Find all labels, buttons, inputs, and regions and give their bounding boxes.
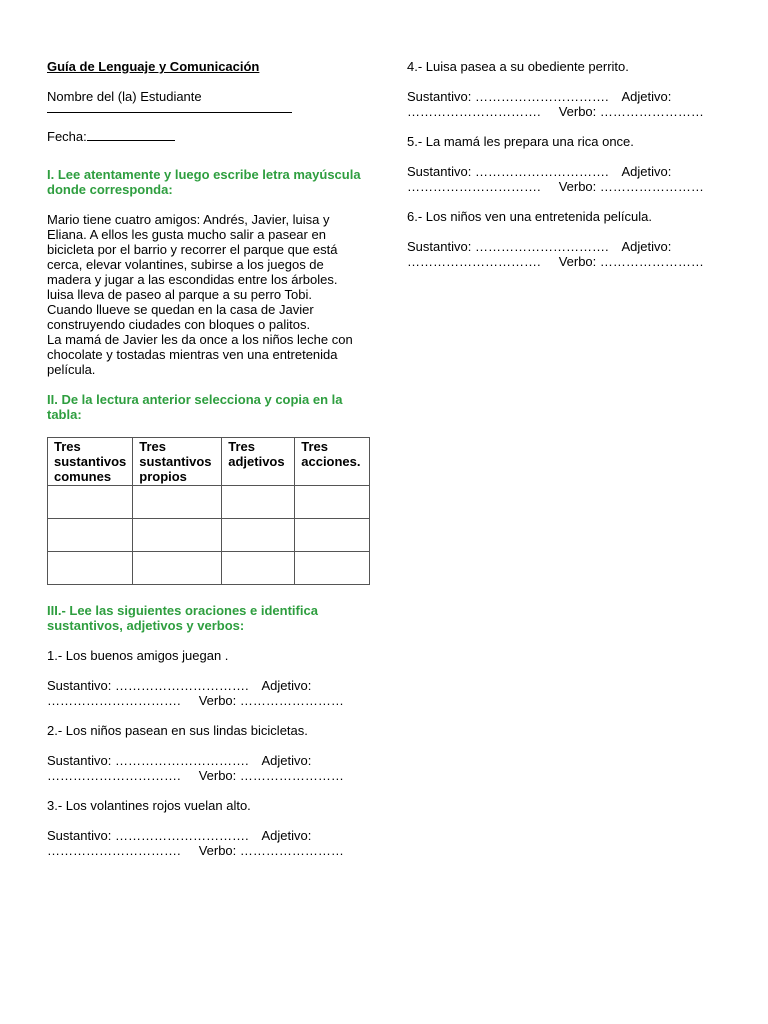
- date-blank[interactable]: [87, 128, 175, 141]
- table-cell[interactable]: [48, 552, 133, 585]
- sentence-4: 4.- Luisa pasea a su obediente perrito.: [407, 59, 629, 74]
- answer-block-3: [47, 828, 369, 858]
- noun-label: Sustantivo:: [47, 753, 112, 768]
- right-column: [407, 59, 717, 284]
- noun-label: Sustantivo:: [47, 678, 112, 693]
- table-cell[interactable]: [222, 552, 295, 585]
- verb-blank[interactable]: ……………………: [599, 104, 704, 119]
- verb-label: Verbo:: [558, 179, 597, 194]
- verb-blank[interactable]: ……………………: [239, 843, 344, 858]
- verb-label: Verbo:: [558, 254, 597, 269]
- student-name-label: Nombre del (la) Estudiante: [47, 89, 202, 104]
- adjective-label: Adjetivo:: [621, 164, 672, 179]
- table-cell[interactable]: [295, 552, 370, 585]
- col-proper-nouns: Tres sustantivos propios: [133, 438, 222, 486]
- table-cell[interactable]: [222, 519, 295, 552]
- verb-blank[interactable]: ……………………: [239, 768, 344, 783]
- adjective-label: Adjetivo:: [621, 239, 672, 254]
- reading-text: [47, 212, 369, 377]
- noun-label: Sustantivo:: [407, 239, 472, 254]
- table-row: [48, 519, 370, 552]
- section-2-heading: II. De la lectura anterior selecciona y copia en la tabla:: [47, 392, 343, 422]
- page-title: Guía de Lenguaje y Comunicación: [47, 59, 260, 74]
- reading-paragraph: Cuando llueve se quedan en la casa de Javier construyendo ciudades con bloques o palitos.: [47, 302, 314, 332]
- adjective-blank[interactable]: ………………………….: [407, 179, 545, 194]
- sentence-5: 5.- La mamá les prepara una rica once.: [407, 134, 634, 149]
- table-row: [48, 552, 370, 585]
- noun-blank[interactable]: ………………………….: [114, 678, 249, 693]
- answer-block-1: [47, 678, 369, 708]
- noun-blank[interactable]: ………………………….: [114, 753, 249, 768]
- reading-paragraph: luisa lleva de paseo al parque a su perro Tobi.: [47, 287, 312, 302]
- table-cell[interactable]: [133, 519, 222, 552]
- answer-block-2: [47, 753, 369, 783]
- noun-blank[interactable]: ………………………….: [474, 164, 609, 179]
- table-header-row: [48, 438, 370, 486]
- col-actions: Tres acciones.: [295, 438, 370, 486]
- table-cell[interactable]: [133, 486, 222, 519]
- table-cell[interactable]: [295, 519, 370, 552]
- noun-label: Sustantivo:: [407, 164, 472, 179]
- section-3-heading: III.- Lee las siguientes oraciones e identifica sustantivos, adjetivos y verbos:: [47, 603, 318, 633]
- table-cell[interactable]: [133, 552, 222, 585]
- sentence-3: 3.- Los volantines rojos vuelan alto.: [47, 798, 251, 813]
- adjective-label: Adjetivo:: [261, 678, 312, 693]
- answer-block-6: [407, 239, 717, 269]
- sentence-2: 2.- Los niños pasean en sus lindas bicicletas.: [47, 723, 308, 738]
- col-common-nouns: Tres sustantivos comunes: [48, 438, 133, 486]
- adjective-label: Adjetivo:: [261, 828, 312, 843]
- noun-blank[interactable]: ………………………….: [474, 89, 609, 104]
- table-cell[interactable]: [48, 519, 133, 552]
- student-name-blank[interactable]: [47, 104, 292, 113]
- verb-label: Verbo:: [558, 104, 597, 119]
- adjective-blank[interactable]: ………………………….: [47, 693, 185, 708]
- verb-blank[interactable]: ……………………: [239, 693, 344, 708]
- noun-label: Sustantivo:: [407, 89, 472, 104]
- noun-blank[interactable]: ………………………….: [114, 828, 249, 843]
- table-cell[interactable]: [48, 486, 133, 519]
- verb-label: Verbo:: [198, 768, 237, 783]
- date-label: Fecha:: [47, 129, 87, 144]
- noun-blank[interactable]: ………………………….: [474, 239, 609, 254]
- adjective-label: Adjetivo:: [261, 753, 312, 768]
- adjective-label: Adjetivo:: [621, 89, 672, 104]
- sentence-1: 1.- Los buenos amigos juegan .: [47, 648, 229, 663]
- table-row: [48, 486, 370, 519]
- answer-block-4: [407, 89, 717, 119]
- adjective-blank[interactable]: ………………………….: [47, 768, 185, 783]
- verb-label: Verbo:: [198, 693, 237, 708]
- noun-label: Sustantivo:: [47, 828, 112, 843]
- adjective-blank[interactable]: ………………………….: [47, 843, 185, 858]
- left-column: [47, 59, 369, 873]
- verb-label: Verbo:: [198, 843, 237, 858]
- date-row: [47, 128, 369, 144]
- table-cell[interactable]: [295, 486, 370, 519]
- verb-blank[interactable]: ……………………: [599, 254, 704, 269]
- col-adjectives: Tres adjetivos: [222, 438, 295, 486]
- answer-table: [47, 437, 370, 585]
- sentence-6: 6.- Los niños ven una entretenida película.: [407, 209, 653, 224]
- adjective-blank[interactable]: ………………………….: [407, 254, 545, 269]
- verb-blank[interactable]: ……………………: [599, 179, 704, 194]
- adjective-blank[interactable]: ………………………….: [407, 104, 545, 119]
- section-1-heading: I. Lee atentamente y luego escribe letra mayúscula donde corresponda:: [47, 167, 361, 197]
- reading-paragraph: La mamá de Javier les da once a los niños leche con chocolate y tostadas mientras ven una entretenida película.: [47, 332, 353, 377]
- reading-paragraph: Mario tiene cuatro amigos: Andrés, Javier, luisa y Eliana. A ellos les gusta mucho salir a pasear en bicicleta por el barrio y recorrer el parque que está cerca, elevar volantines, subirse a los juegos de madera y jugar a las escondidas entre los árboles.: [47, 212, 338, 287]
- answer-block-5: [407, 164, 717, 194]
- table-cell[interactable]: [222, 486, 295, 519]
